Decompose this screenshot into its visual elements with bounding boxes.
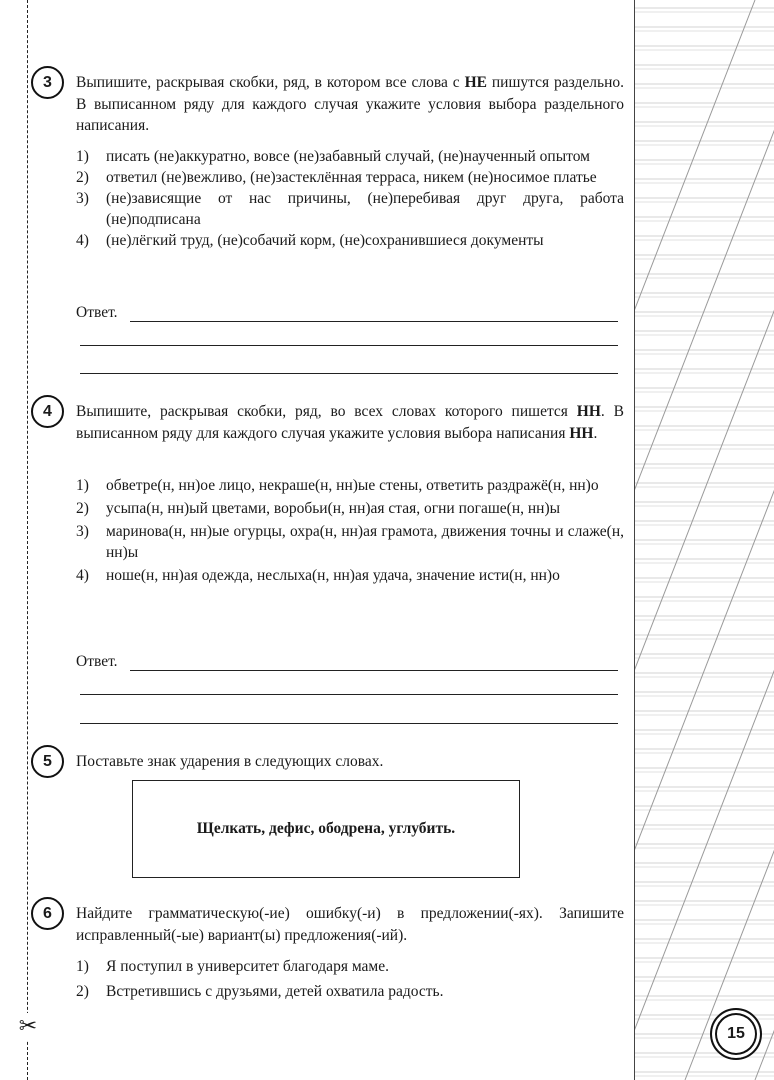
scissors-icon: ✂ [14,1013,42,1041]
task-number: 3 [31,66,64,99]
answer-label: Ответ. [76,653,118,670]
option-item: 4) ноше(н, нн)ая одежда, неслыха(н, нн)ая удача, значение исти(н, нн)о [76,567,560,584]
task-question: Выпишите, раскрывая скобки, ряд, во всех словах которого пишется НН. В выписанном ряду для каждого случая укажите условия выбора написания НН. [76,403,624,442]
answer-field[interactable] [76,651,618,673]
option-item: 3) (не)зависящие от нас причины, (не)перебивая друг друга, работа (не)подписана [76,190,624,228]
word-box-text: Щелкать, дефис, ободрена, углубить. [196,820,456,837]
options-list [76,956,624,1002]
answer-line[interactable] [80,694,618,695]
option-item: 2) усыпа(н, нн)ый цветами, воробьи(н, нн)ая стая, огни погаше(н, нн)ы [76,500,561,517]
answer-line[interactable] [80,345,618,346]
task-number: 5 [31,745,64,778]
option-item: 1) писать (не)аккуратно, вовсе (не)забавный случай, (не)наученный опытом [76,148,590,165]
task-question: Поставьте знак ударения в следующих словах. [76,753,384,770]
answer-line [130,321,618,322]
option-item: 2) ответил (не)вежливо, (не)застеклённая терраса, никем (не)носимое платье [76,169,597,186]
task-question: Найдите грамматическую(-ие) ошибку(-и) в предложении(-ях). Запишите исправленный(-ые) вариант(ы) предложения(-ий). [76,905,624,944]
margin-ruled-area [634,0,774,1080]
task-number: 4 [31,395,64,428]
cut-line [27,0,28,1080]
task-question: Выпишите, раскрывая скобки, ряд, в котором все слова с НЕ пишутся раздельно. В выписанном ряду для каждого случая укажите условия выбора раздельного написания. [76,74,624,134]
answer-line[interactable] [80,373,618,374]
answer-label: Ответ. [76,304,118,321]
answer-line [130,670,618,671]
option-item: 1) обветре(н, нн)ое лицо, некраше(н, нн)ые стены, ответить раздражё(н, нн)о [76,477,599,494]
options-list [76,146,624,251]
options-list [76,475,624,586]
answer-line[interactable] [80,723,618,724]
task-number: 6 [31,897,64,930]
option-item: 1) Я поступил в университет благодаря маме. [76,958,389,975]
answer-field[interactable] [76,302,618,324]
page-number: 15 [710,1008,762,1060]
option-item: 2) Встретившись с друзьями, детей охватила радость. [76,983,444,1000]
option-item: 4) (не)лёгкий труд, (не)собачий корм, (не)сохранившиеся документы [76,232,544,249]
word-box [132,780,520,878]
option-item: 3) маринова(н, нн)ые огурцы, охра(н, нн)ая грамота, движения точны и слаже(н, нн)ы [76,523,624,561]
